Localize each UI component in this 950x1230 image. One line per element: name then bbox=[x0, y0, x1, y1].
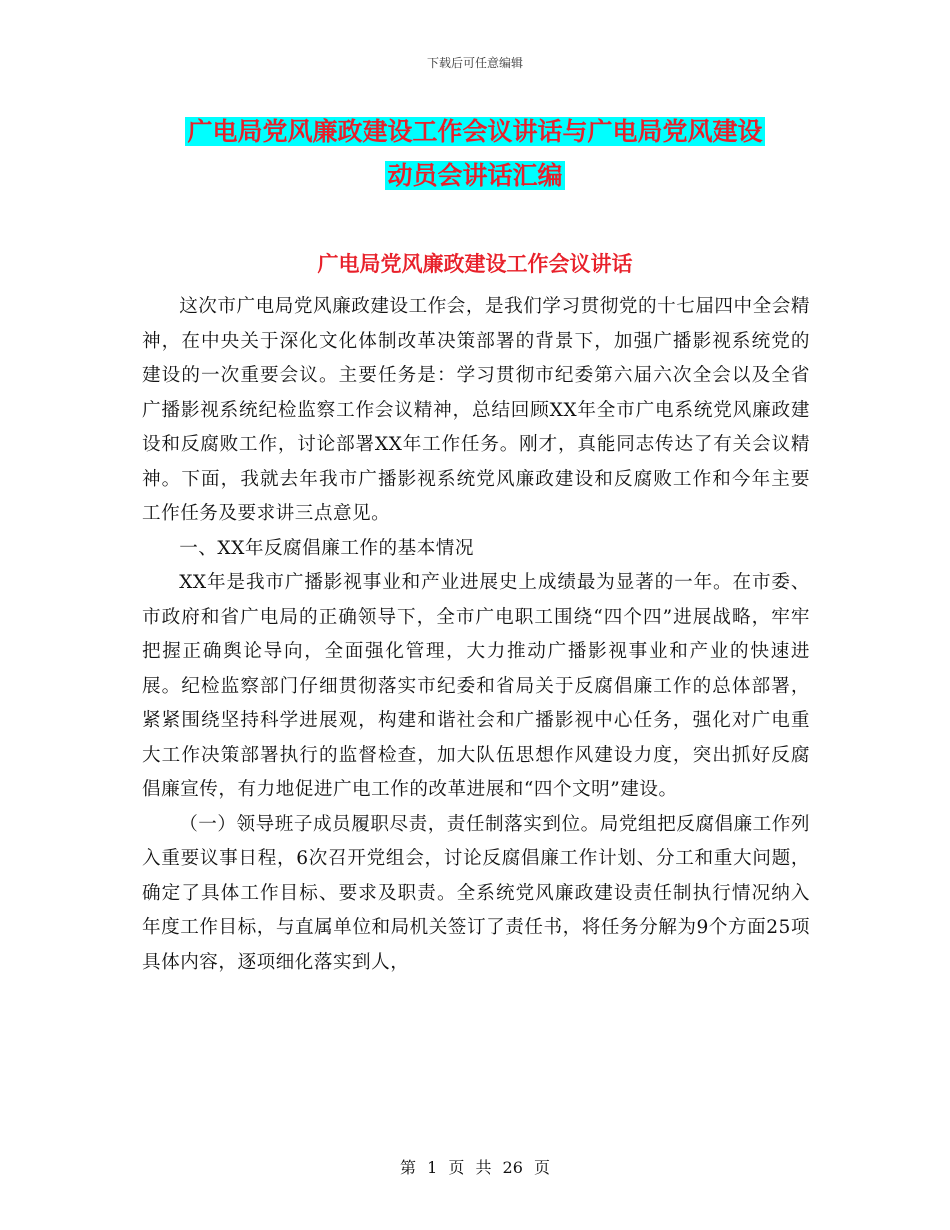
document-title-line2: 动员会讲话汇编 bbox=[387, 161, 563, 190]
paragraph: （一）领导班子成员履职尽责，责任制落实到位。局党组把反腐倡廉工作列入重要议事日程，6次召开党组会，讨论反腐倡廉工作计划、分工和重大问题，确定了具体工作目标、要求及职责。全系统党风廉政建设责任制执行情况纳入年度工作目标，与直属单位和局机关签订了责任书，将任务分解为9个方面25项具体内容，逐项细化落实到人， bbox=[142, 813, 810, 973]
page-footer: 第 1 页 共 26 页 bbox=[400, 1158, 550, 1177]
section-title: 广电局党风廉政建设工作会议讲话 bbox=[317, 252, 633, 276]
paragraph: 这次市广电局党风廉政建设工作会，是我们学习贯彻党的十七届四中全会精神，在中央关于深化文化体制改革决策部署的背景下，加强广播影视系统党的建设的一次重要会议。主要任务是：学习贯彻市纪委第六届六次全会以及全省广播影视系统纪检监察工作会议精神，总结回顾XX年全市广电系统党风廉政建设和反腐败工作，讨论部署XX年工作任务。刚才，真能同志传达了有关会议精神。下面，我就去年我市广播影视系统党风廉政建设和反腐败工作和今年主要工作任务及要求讲三点意见。 bbox=[142, 296, 810, 524]
paragraph: XX年是我市广播影视事业和产业进展史上成绩最为显著的一年。在市委、市政府和省广电局的正确领导下，全市广电职工围绕“四个四”进展战略，牢牢把握正确舆论导向，全面强化管理，大力推动广播影视事业和产业的快速进展。纪检监察部门仔细贯彻落实市纪委和省局关于反腐倡廉工作的总体部署，紧紧围绕坚持科学进展观，构建和谐社会和广播影视中心任务，强化对广电重大工作决策部署执行的监督检查，加大队伍思想作风建设力度，突出抓好反腐倡廉宣传，有力地促进广电工作的改革进展和“四个文明”建设。 bbox=[142, 572, 810, 800]
document-title bbox=[0, 110, 950, 198]
document-title-line1: 广电局党风廉政建设工作会议讲话与广电局党风建设 bbox=[187, 117, 763, 146]
paragraph-heading: 一、XX年反腐倡廉工作的基本情况 bbox=[179, 537, 474, 559]
body-text bbox=[142, 290, 810, 980]
header-note: 下载后可任意编辑 bbox=[426, 56, 523, 70]
